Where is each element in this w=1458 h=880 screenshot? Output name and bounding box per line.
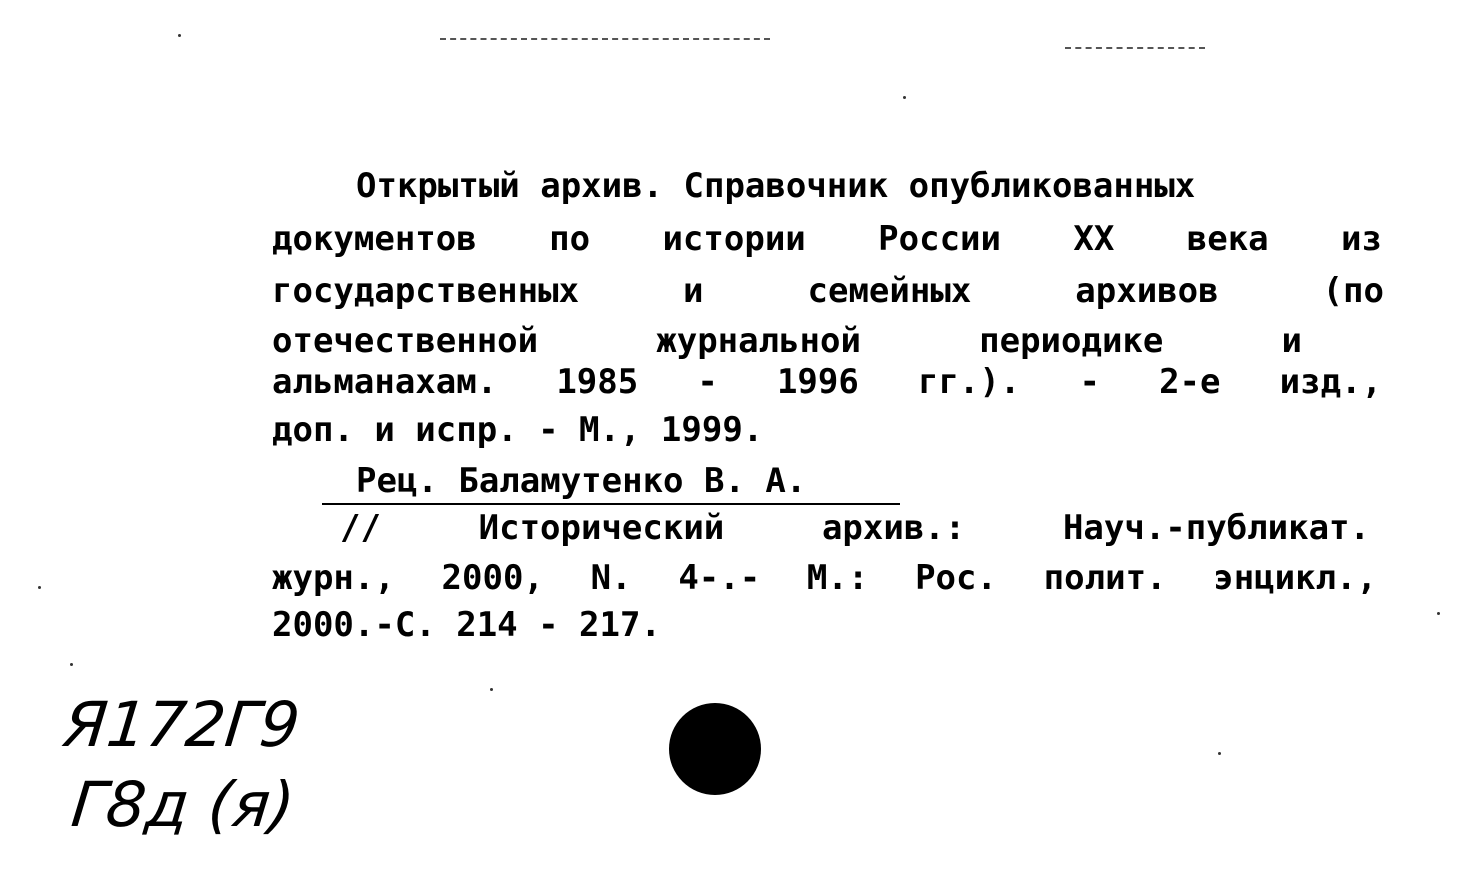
reference-line-6: доп. и испр. - М., 1999. xyxy=(272,410,764,450)
source-line-2: журн., 2000, N. 4-.- М.: Рос. полит. энцикл., xyxy=(272,558,1377,598)
speck xyxy=(1218,752,1221,755)
speck xyxy=(903,96,906,99)
source-line-3: 2000.-С. 214 - 217. xyxy=(272,605,661,645)
speck xyxy=(38,586,41,589)
speck xyxy=(490,688,493,691)
reference-line-1: Открытый архив. Справочник опубликованных xyxy=(356,166,1196,206)
speck xyxy=(178,34,181,37)
reference-line-5: альманахам. 1985 - 1996 гг.). - 2-е изд., xyxy=(272,362,1382,402)
speck xyxy=(1437,612,1440,615)
source-line-1: // Исторический архив.: Науч.-публикат. xyxy=(340,508,1370,548)
handwritten-shelf-mark: Г8д (я) xyxy=(68,768,299,841)
speck xyxy=(70,663,73,666)
review-line: Рец. Баламутенко В. А. xyxy=(356,461,807,501)
handwritten-call-number: Я172Г9 xyxy=(60,688,304,761)
reference-line-4: отечественной журнальной периодике и xyxy=(272,321,1302,361)
top-scan-line xyxy=(440,38,770,40)
reference-line-3: государственных и семейных архивов (по xyxy=(272,271,1384,311)
top-scan-line-right xyxy=(1065,47,1205,49)
reference-line-2: документов по истории России XX века из xyxy=(272,219,1382,259)
punch-hole xyxy=(669,703,761,795)
